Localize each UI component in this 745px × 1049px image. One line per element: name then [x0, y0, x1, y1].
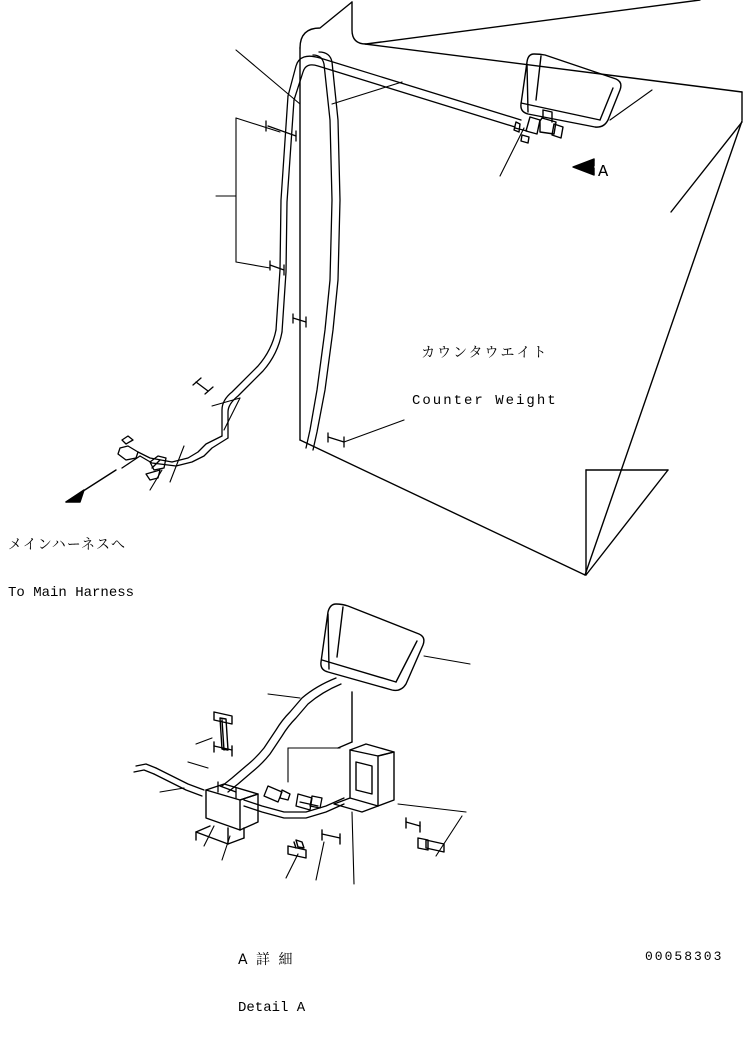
drawing-number: 00058303 — [645, 949, 724, 964]
to-main-harness-arrow — [66, 470, 116, 502]
to-main-harness-label-jp: メインハーネスへ — [8, 537, 127, 554]
detail-a-label-en: Detail A — [238, 1000, 306, 1017]
counter-weight-label-jp: カウンタウエイト — [421, 345, 549, 362]
view-arrow-a — [573, 159, 594, 175]
counter-weight-label — [412, 313, 558, 442]
work-lamp-upper — [521, 54, 621, 127]
view-arrow-a-label: A — [598, 163, 609, 182]
bolt-hardware — [214, 712, 444, 858]
to-main-harness-label-en: To Main Harness — [8, 585, 135, 602]
to-main-harness-label — [8, 505, 134, 634]
detail-a-assembly — [134, 604, 470, 884]
leader-lines-upper — [150, 50, 652, 490]
counter-weight-label-en: Counter Weight — [412, 393, 558, 410]
detail-a-label-jp: A 詳 細 — [238, 952, 295, 969]
lamp-bracket-upper — [514, 110, 563, 143]
detail-a-label — [238, 920, 305, 1049]
counter-weight-outline — [300, 0, 742, 575]
